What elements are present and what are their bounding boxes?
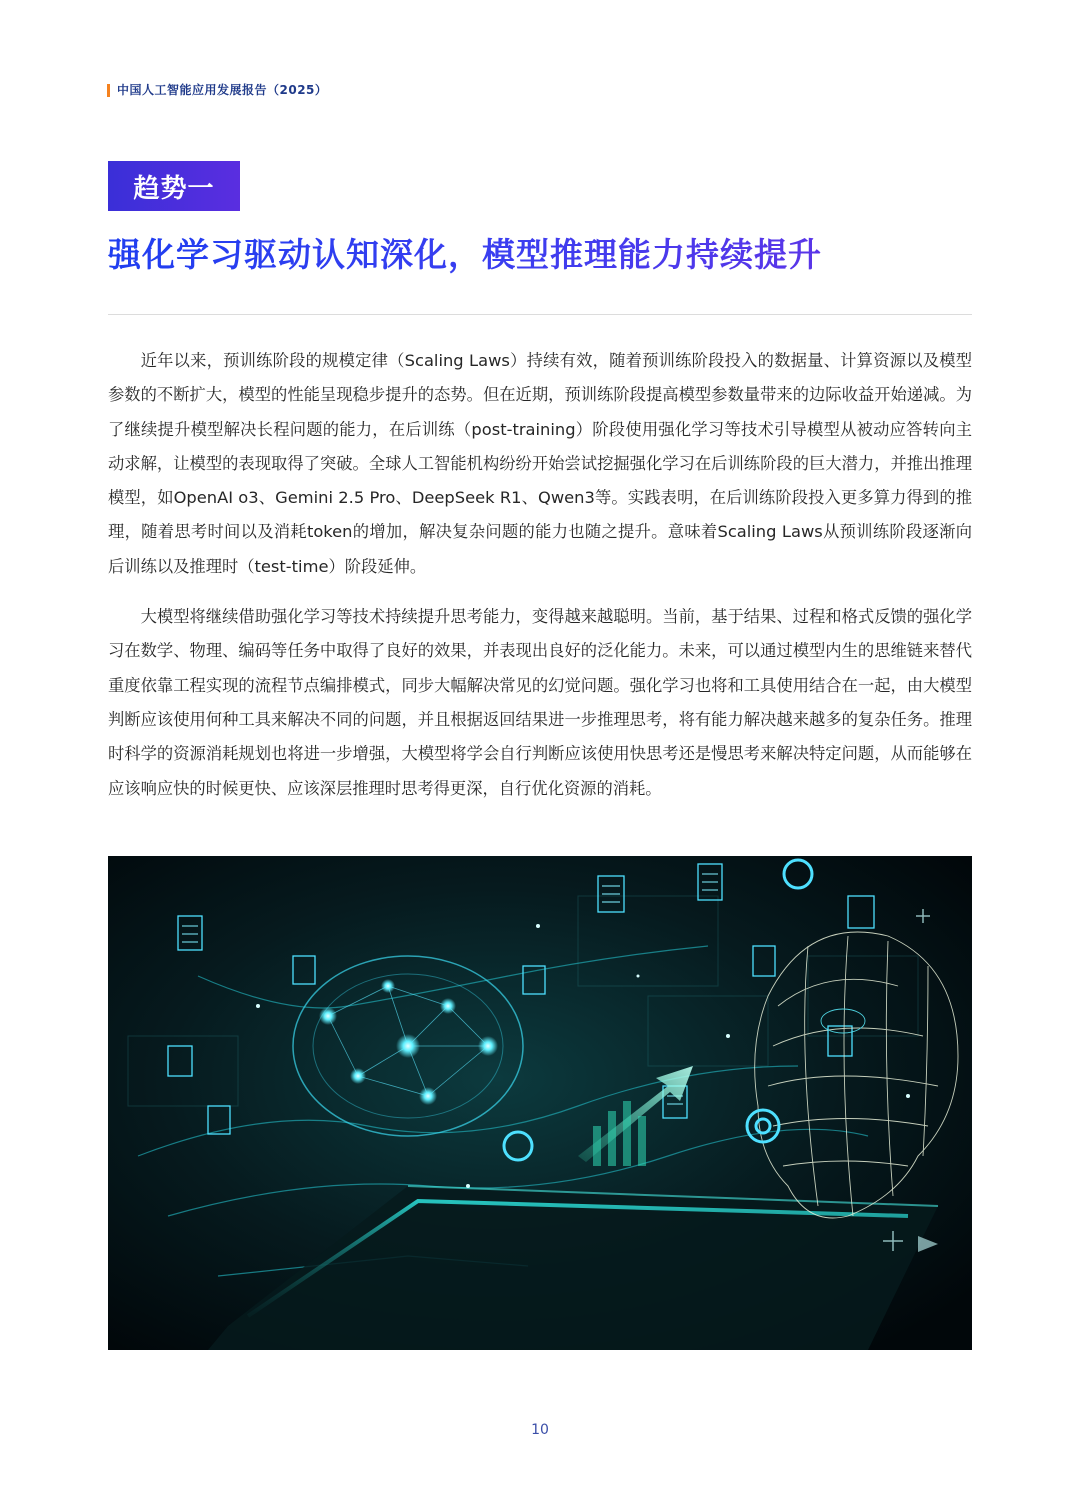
running-header xyxy=(107,82,327,98)
section-title: 强化学习驱动认知深化，模型推理能力持续提升 xyxy=(108,230,822,280)
ai-illustration xyxy=(108,856,972,1350)
trend-badge: 趋势一 xyxy=(108,161,240,211)
title-divider xyxy=(108,314,972,315)
page-number: 10 xyxy=(531,1422,549,1438)
body-text xyxy=(108,344,972,822)
paragraph: 近年以来，预训练阶段的规模定律（Scaling Laws）持续有效，随着预训练阶段投入的数据量、计算资源以及模型参数的不断扩大，模型的性能呈现稳步提升的态势。但在近期，预训练阶段提高模型参数量带来的边际收益开始递减。为了继续提升模型解决长程问题的能力，在后训练（post-training）阶段使用强化学习等技术引导模型从被动应答转向主动求解，让模型的表现取得了突破。全球人工智能机构纷纷开始尝试挖掘强化学习在后训练阶段的巨大潜力，并推出推理模型，如OpenAI o3、Gemini 2.5 Pro、DeepSeek R1、Qwen3等。实践表明，在后训练阶段投入更多算力得到的推理，随着思考时间以及消耗token的增加，解决复杂问题的能力也随之提升。意味着Scaling Laws从预训练阶段逐渐向后训练以及推理时（test-time）阶段延伸。 xyxy=(108,351,972,576)
report-title: 中国人工智能应用发展报告（2025） xyxy=(117,83,328,97)
paragraph: 大模型将继续借助强化学习等技术持续提升思考能力，变得越来越聪明。当前，基于结果、过程和格式反馈的强化学习在数学、物理、编码等任务中取得了良好的效果，并表现出良好的泛化能力。未来，可以通过模型内生的思维链来替代重度依靠工程实现的流程节点编排模式，同步大幅解决常见的幻觉问题。强化学习也将和工具使用结合在一起，由大模型判断应该使用何种工具来解决不同的问题，并且根据返回结果进一步推理思考，将有能力解决越来越多的复杂任务。推理时科学的资源消耗规划也将进一步增强，大模型将学会自行判断应该使用快思考还是慢思考来解决特定问题，从而能够在应该响应快的时候更快、应该深层推理时思考得更深，自行优化资源的消耗。 xyxy=(108,607,972,798)
header-accent-bar xyxy=(107,84,110,97)
